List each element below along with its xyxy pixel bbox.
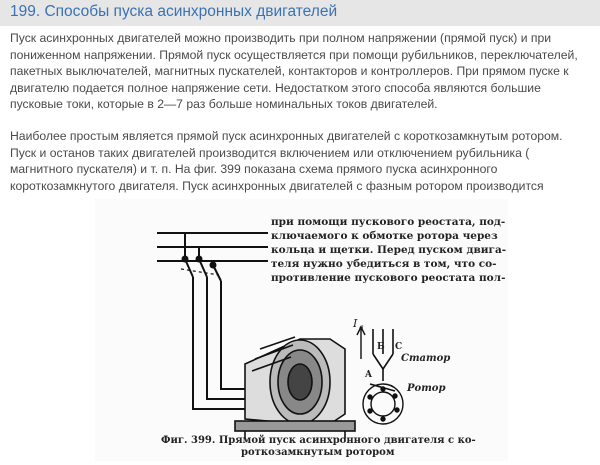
phase-label-a: A [365,370,372,380]
paragraph-line: пакетных выключателей, магнитных пускателей, контакторов и контроллеров. При прямом пуске к [10,64,569,79]
scan-text-line: противление пускового реостата пол- [271,272,506,284]
paragraph-line: двигателю подается полное напряжение сети. Недостатком этого способа являются большие [10,80,541,95]
paragraph-line: пониженном напряжении. Прямой пуск осуществляется при помощи рубильников, переключателей, [10,47,578,62]
figure-caption-line-2: роткозамкнутым ротором [241,447,395,458]
scan-text-line: ключаемого к обмотке ротора через [271,230,498,242]
scan-text-line: теля нужно убедиться в том, что со- [271,258,497,270]
rotor-label: Ротор [407,383,446,394]
current-label: I [353,317,358,330]
paragraph-line: Пуск асинхронных двигателей можно производить при полном напряжении (прямой пуск) и при [10,31,552,45]
figure-caption-line-1: Фиг. 399. Прямой пуск асинхронного двигателя с ко- [161,435,476,446]
scan-text-line: при помощи пускового реостата, под- [271,216,506,228]
paragraph-2 [10,128,587,194]
scan-text-line: кольца и щетки. Перед пуском двига- [271,244,507,256]
paragraph-line: магнитного пускателя) и т. п. На фиг. 399 показана схема прямого пуска асинхронного [10,162,498,177]
phase-label-b: Б [377,342,385,352]
rotor-cage [363,384,403,424]
current-label-sub: a [359,323,364,332]
figure-399 [95,199,508,461]
title-bar [0,0,600,26]
paragraph-line: Пуск и останов таких двигателей производится включением или отключением рубильника ( [10,145,530,160]
paragraph-1 [10,30,587,113]
stator-winding [370,329,395,391]
motor-leads [193,277,245,409]
stator-label: Статор [401,353,451,364]
knife-switch [181,233,221,281]
paragraph-line: короткозамкнутого двигателя. Пуск асинхронных двигателей с фазным ротором производится [10,178,544,193]
page-title: 199. Способы пуска асинхронных двигателей [10,3,338,20]
paragraph-line: пусковые токи, которые в 2—7 раз больше номинальных токов двигателей. [10,97,438,112]
phase-label-c: С [395,342,403,352]
supply-lines [157,233,268,261]
figure-scan [95,199,508,461]
motor [235,337,355,439]
paragraph-line: Наиболее простым является прямой пуск асинхронных двигателей с короткозамкнутым ротором. [10,129,563,143]
